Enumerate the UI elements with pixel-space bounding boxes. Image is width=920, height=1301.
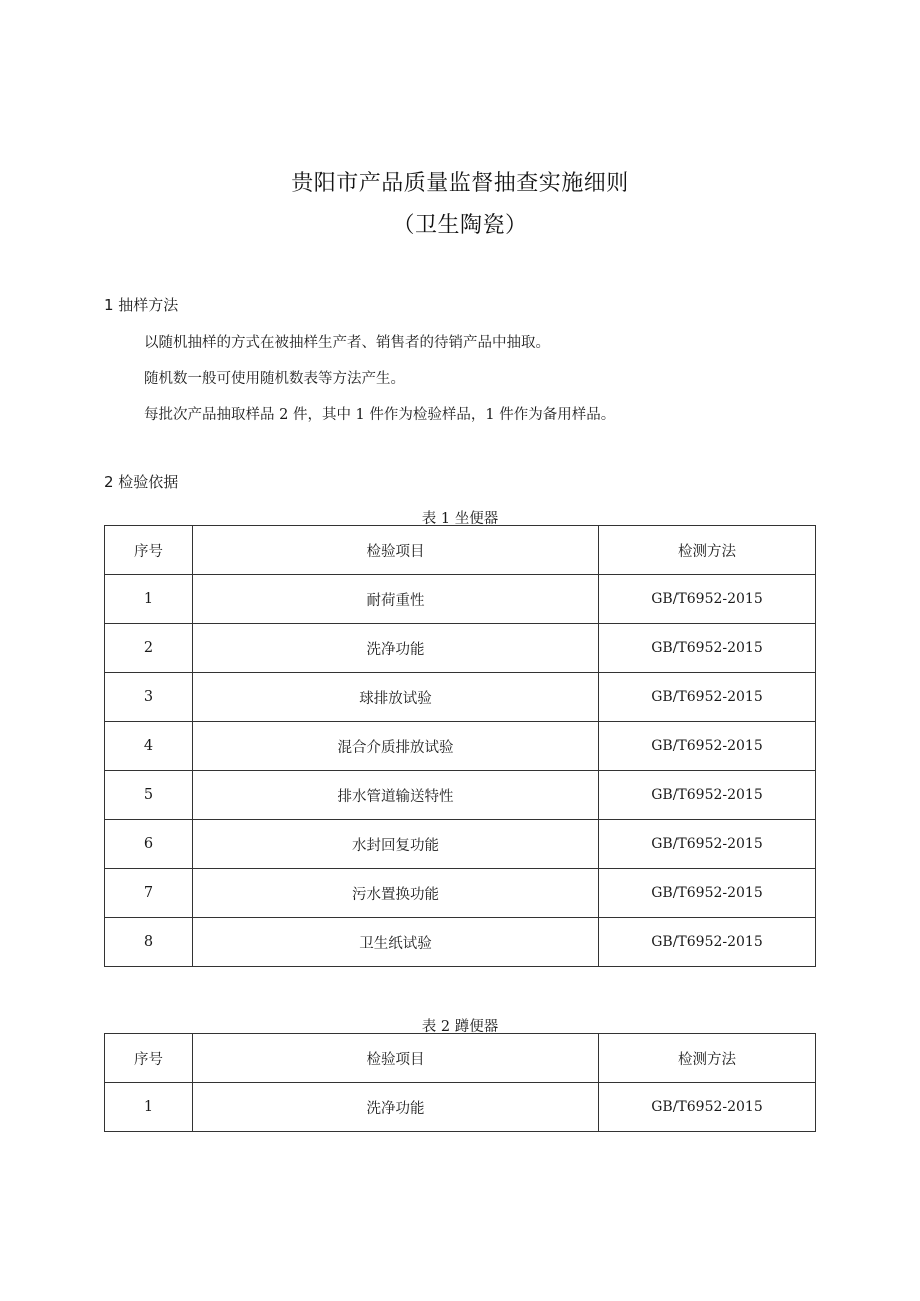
header-index: 序号 <box>105 1034 193 1083</box>
cell-method: GB/T6952-2015 <box>599 771 816 820</box>
cell-item: 污水置换功能 <box>193 869 599 918</box>
document-title: 贵阳市产品质量监督抽查实施细则 <box>291 171 629 196</box>
section-1-paragraph: 随机数一般可使用随机数表等方法产生。 <box>144 371 405 387</box>
cell-index: 1 <box>105 1083 193 1132</box>
header-item: 检验项目 <box>193 526 599 575</box>
cell-method: GB/T6952-2015 <box>599 820 816 869</box>
cell-item: 卫生纸试验 <box>193 918 599 967</box>
cell-index: 6 <box>105 820 193 869</box>
header-method: 检测方法 <box>599 526 816 575</box>
header-item: 检验项目 <box>193 1034 599 1083</box>
cell-index: 5 <box>105 771 193 820</box>
cell-method: GB/T6952-2015 <box>599 918 816 967</box>
cell-index: 7 <box>105 869 193 918</box>
table-row <box>105 722 816 771</box>
table-row <box>105 869 816 918</box>
cell-item: 洗净功能 <box>193 1083 599 1132</box>
table-row <box>105 575 816 624</box>
cell-item: 洗净功能 <box>193 624 599 673</box>
table-row <box>105 820 816 869</box>
cell-method: GB/T6952-2015 <box>599 673 816 722</box>
cell-index: 2 <box>105 624 193 673</box>
header-method: 检测方法 <box>599 1034 816 1083</box>
table-2-squat-toilet <box>104 1033 816 1132</box>
cell-index: 1 <box>105 575 193 624</box>
cell-method: GB/T6952-2015 <box>599 722 816 771</box>
table-row <box>105 1083 816 1132</box>
cell-item: 耐荷重性 <box>193 575 599 624</box>
cell-index: 4 <box>105 722 193 771</box>
table-row <box>105 673 816 722</box>
header-index: 序号 <box>105 526 193 575</box>
section-1-paragraph: 每批次产品抽取样品 2 件，其中 1 件作为检验样品，1 件作为备用样品。 <box>144 407 616 423</box>
section-1-heading: 1 抽样方法 <box>104 296 179 314</box>
section-2-heading: 2 检验依据 <box>104 473 179 491</box>
cell-method: GB/T6952-2015 <box>599 869 816 918</box>
cell-index: 8 <box>105 918 193 967</box>
cell-method: GB/T6952-2015 <box>599 1083 816 1132</box>
cell-item: 混合介质排放试验 <box>193 722 599 771</box>
cell-item: 球排放试验 <box>193 673 599 722</box>
table-row <box>105 624 816 673</box>
table-2-caption: 表 2 蹲便器 <box>421 1019 499 1035</box>
table-header-row <box>105 526 816 575</box>
table-1-caption: 表 1 坐便器 <box>421 511 499 527</box>
table-row <box>105 771 816 820</box>
cell-method: GB/T6952-2015 <box>599 624 816 673</box>
table-row <box>105 918 816 967</box>
document-subtitle: （卫生陶瓷） <box>392 213 528 238</box>
cell-index: 3 <box>105 673 193 722</box>
section-1-paragraph: 以随机抽样的方式在被抽样生产者、销售者的待销产品中抽取。 <box>144 335 550 351</box>
table-1-toilet <box>104 525 816 967</box>
cell-method: GB/T6952-2015 <box>599 575 816 624</box>
cell-item: 水封回复功能 <box>193 820 599 869</box>
table-header-row <box>105 1034 816 1083</box>
cell-item: 排水管道输送特性 <box>193 771 599 820</box>
